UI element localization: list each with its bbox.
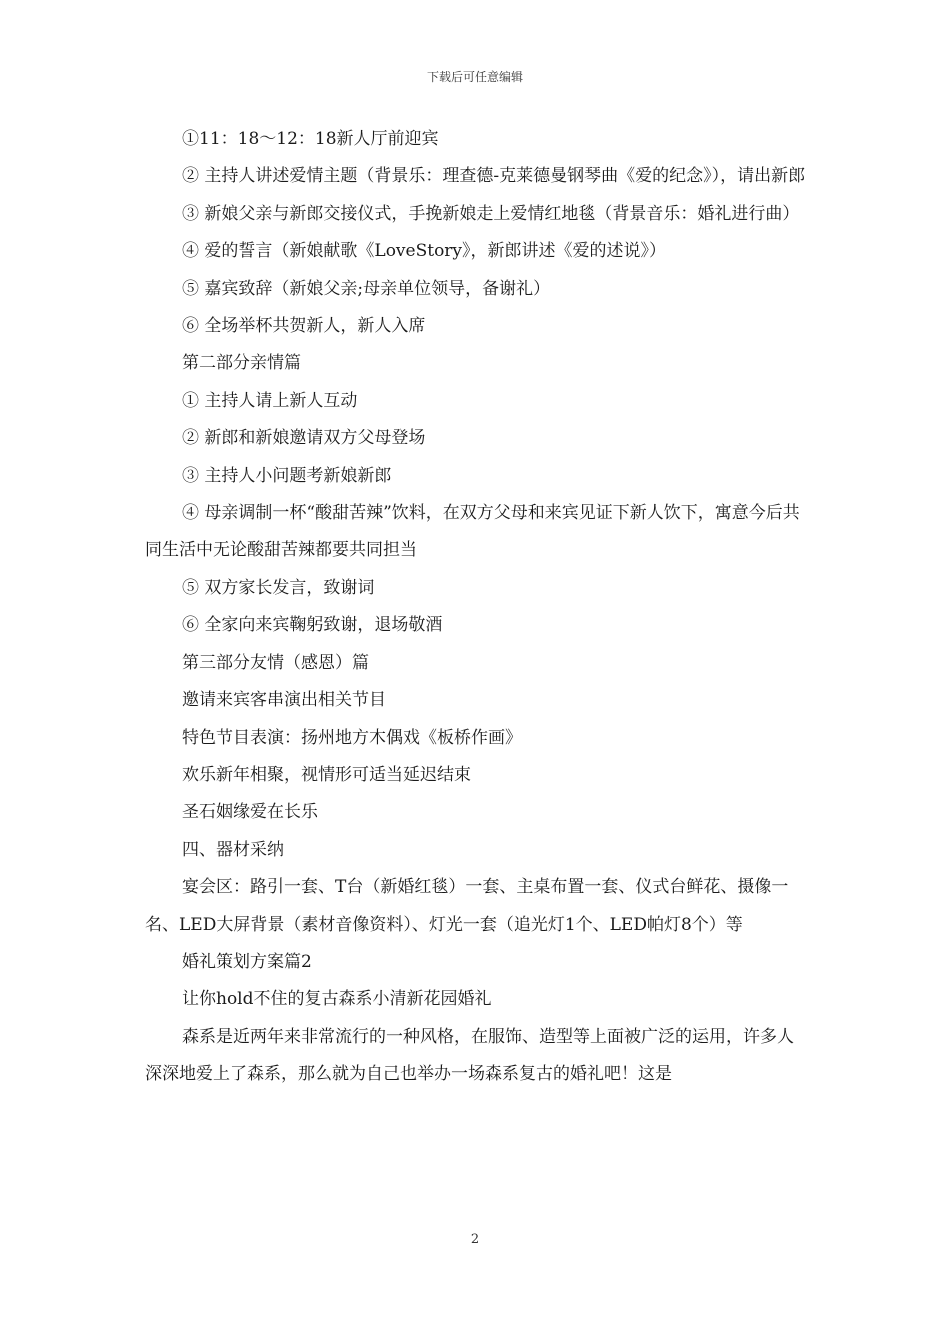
paragraph: ⑥ 全家向来宾鞠躬致谢，退场敬酒 xyxy=(182,615,443,636)
section-heading: 婚礼策划方案篇2 xyxy=(182,951,312,972)
section-heading: 四、器材采纳 xyxy=(182,839,284,860)
paragraph: ④ 母亲调制一杯“酸甜苦辣”饮料，在双方父母和来宾见证下新人饮下，寓意今后共同生活中无论酸甜苦辣都要共同担当 xyxy=(145,503,800,561)
paragraph: ① 主持人请上新人互动 xyxy=(182,390,358,411)
paragraph: ② 主持人讲述爱情主题（背景乐：理查德-克莱德曼钢琴曲《爱的纪念》），请出新郎 xyxy=(182,166,806,187)
paragraph: ③ 新娘父亲与新郎交接仪式，手挽新娘走上爱情红地毯（背景音乐：婚礼进行曲） xyxy=(182,203,800,224)
paragraph: 宴会区：路引一套、T台（新婚红毯）一套、主桌布置一套、仪式台鲜花、摄像一名、LED大屏背景（素材音像资料）、灯光一套（追光灯1个、LED帕灯8个）等 xyxy=(145,877,789,935)
paragraph: ④ 爱的誓言（新娘献歌《LoveStory》，新郎讲述《爱的述说》） xyxy=(182,241,667,262)
paragraph: 让你hold不住的复古森系小清新花园婚礼 xyxy=(182,989,492,1010)
paragraph: 特色节目表演：扬州地方木偶戏《板桥作画》 xyxy=(182,727,522,748)
paragraph: 森系是近两年来非常流行的一种风格，在服饰、造型等上面被广泛的运用，许多人深深地爱上了森系，那么就为自己也举办一场森系复古的婚礼吧！这是 xyxy=(145,1026,794,1085)
page-header: 下载后可任意编辑 xyxy=(426,70,523,84)
paragraph: 欢乐新年相聚，视情形可适当延迟结束 xyxy=(182,764,471,785)
page-number: 2 xyxy=(470,1232,480,1247)
paragraph: ⑥ 全场举杯共贺新人，新人入席 xyxy=(182,316,426,337)
section-heading: 第三部分友情（感恩）篇 xyxy=(182,652,369,673)
paragraph: ⑤ 嘉宾致辞（新娘父亲;母亲单位领导，备谢礼） xyxy=(182,278,551,299)
paragraph: 邀请来宾客串演出相关节目 xyxy=(182,690,386,711)
paragraph: ③ 主持人小问题考新娘新郎 xyxy=(182,465,392,486)
document-body xyxy=(145,121,810,1094)
paragraph: 圣石姻缘爱在长乐 xyxy=(182,802,318,823)
paragraph: ①11：18～12：18新人厅前迎宾 xyxy=(182,129,439,149)
section-heading: 第二部分亲情篇 xyxy=(182,353,301,374)
paragraph: ② 新郎和新娘邀请双方父母登场 xyxy=(182,428,426,449)
paragraph: ⑤ 双方家长发言，致谢词 xyxy=(182,577,375,598)
